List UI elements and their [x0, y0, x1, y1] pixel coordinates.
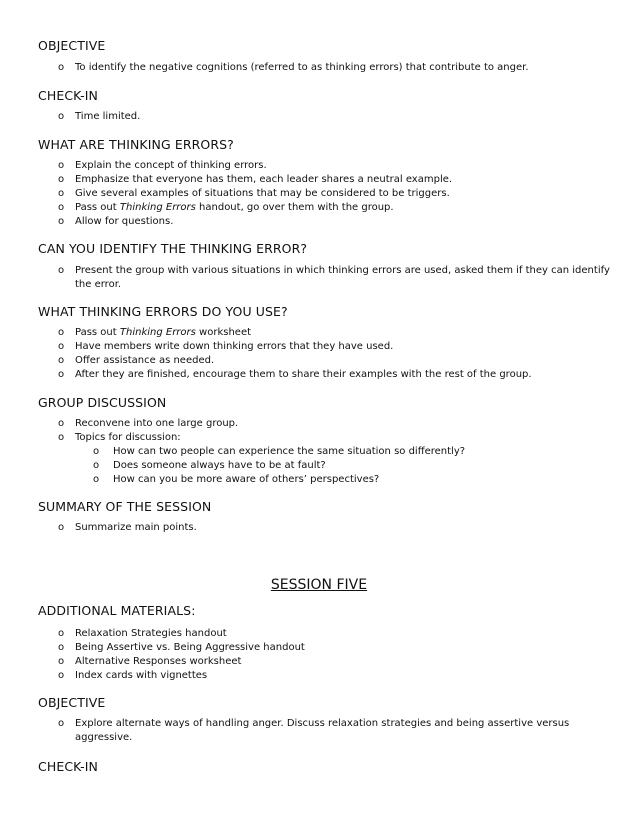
list-item: o Give several examples of situations that may be considered to be triggers.	[58, 188, 450, 199]
list-item: o Allow for questions.	[58, 216, 174, 227]
list-item: o Summarize main points.	[58, 522, 197, 533]
section-heading-group-discussion: GROUP DISCUSSION	[38, 395, 167, 410]
bullet-icon: o	[58, 418, 65, 429]
section-heading-checkin: CHECK-IN	[38, 88, 98, 103]
section-heading-what-are-thinking-errors: WHAT ARE THINKING ERRORS?	[38, 137, 234, 152]
sub-list-item: o Does someone always have to be at fault?	[93, 460, 326, 471]
list-item: o To identify the negative cognitions (referred to as thinking errors) that contribute to anger.	[58, 62, 529, 73]
section-heading-summary: SUMMARY OF THE SESSION	[38, 499, 212, 514]
list-item: o Pass out Thinking Errors worksheet	[58, 327, 252, 338]
bullet-icon: o	[58, 265, 65, 276]
bullet-icon: o	[58, 202, 65, 213]
bullet-icon: o	[58, 341, 65, 352]
list-item: o Relaxation Strategies handout	[58, 628, 227, 639]
section-heading-which-errors-used: WHAT THINKING ERRORS DO YOU USE?	[38, 304, 288, 319]
list-item: o Topics for discussion:	[58, 432, 181, 443]
list-item: o Time limited.	[58, 111, 141, 122]
list-item: o Explore alternate ways of handling anger. Discuss relaxation strategies and being assertive versus aggressive.	[58, 718, 570, 743]
bullet-icon: o	[58, 522, 65, 533]
list-item: o Have members write down thinking errors that they have used.	[58, 341, 394, 352]
list-item: o Reconvene into one large group.	[58, 418, 239, 429]
bullet-icon: o	[58, 718, 65, 729]
list-item: o After they are finished, encourage them to share their examples with the rest of the group.	[58, 369, 532, 380]
bullet-icon: o	[58, 216, 65, 227]
section-heading-objective-session-five: OBJECTIVE	[38, 695, 106, 710]
list-item: o Emphasize that everyone has them, each leader shares a neutral example.	[58, 174, 453, 185]
sub-list-item: o How can you be more aware of others’ perspectives?	[93, 474, 380, 485]
list-item: o Present the group with various situations in which thinking errors are used, asked them if they can identify the error.	[58, 265, 610, 290]
bullet-icon: o	[58, 642, 65, 653]
list-item: o Alternative Responses worksheet	[58, 656, 242, 667]
list-item: o Pass out Thinking Errors handout, go over them with the group.	[58, 202, 394, 213]
bullet-icon: o	[58, 670, 65, 681]
bullet-icon: o	[58, 432, 65, 443]
section-heading-identify-thinking-error: CAN YOU IDENTIFY THE THINKING ERROR?	[38, 241, 308, 256]
sub-list-item: o How can two people can experience the same situation so differently?	[93, 446, 466, 457]
bullet-icon: o	[93, 446, 100, 457]
bullet-icon: o	[58, 628, 65, 639]
bullet-icon: o	[58, 355, 65, 366]
section-heading-objective: OBJECTIVE	[38, 38, 106, 53]
bullet-icon: o	[93, 460, 100, 471]
bullet-icon: o	[58, 188, 65, 199]
bullet-icon: o	[58, 111, 65, 122]
bullet-icon: o	[58, 160, 65, 171]
list-item: o Explain the concept of thinking errors.	[58, 160, 267, 171]
bullet-icon: o	[93, 474, 100, 485]
bullet-icon: o	[58, 62, 65, 73]
bullet-icon: o	[58, 174, 65, 185]
session-title: SESSION FIVE	[270, 577, 368, 593]
section-heading-additional-materials: ADDITIONAL MATERIALS:	[38, 603, 196, 618]
list-item: o Index cards with vignettes	[58, 670, 208, 681]
list-item: o Offer assistance as needed.	[58, 355, 215, 366]
section-heading-checkin-session-five: CHECK-IN	[38, 759, 98, 774]
bullet-icon: o	[58, 656, 65, 667]
list-item: o Being Assertive vs. Being Aggressive handout	[58, 642, 305, 653]
bullet-icon: o	[58, 327, 65, 338]
bullet-icon: o	[58, 369, 65, 380]
